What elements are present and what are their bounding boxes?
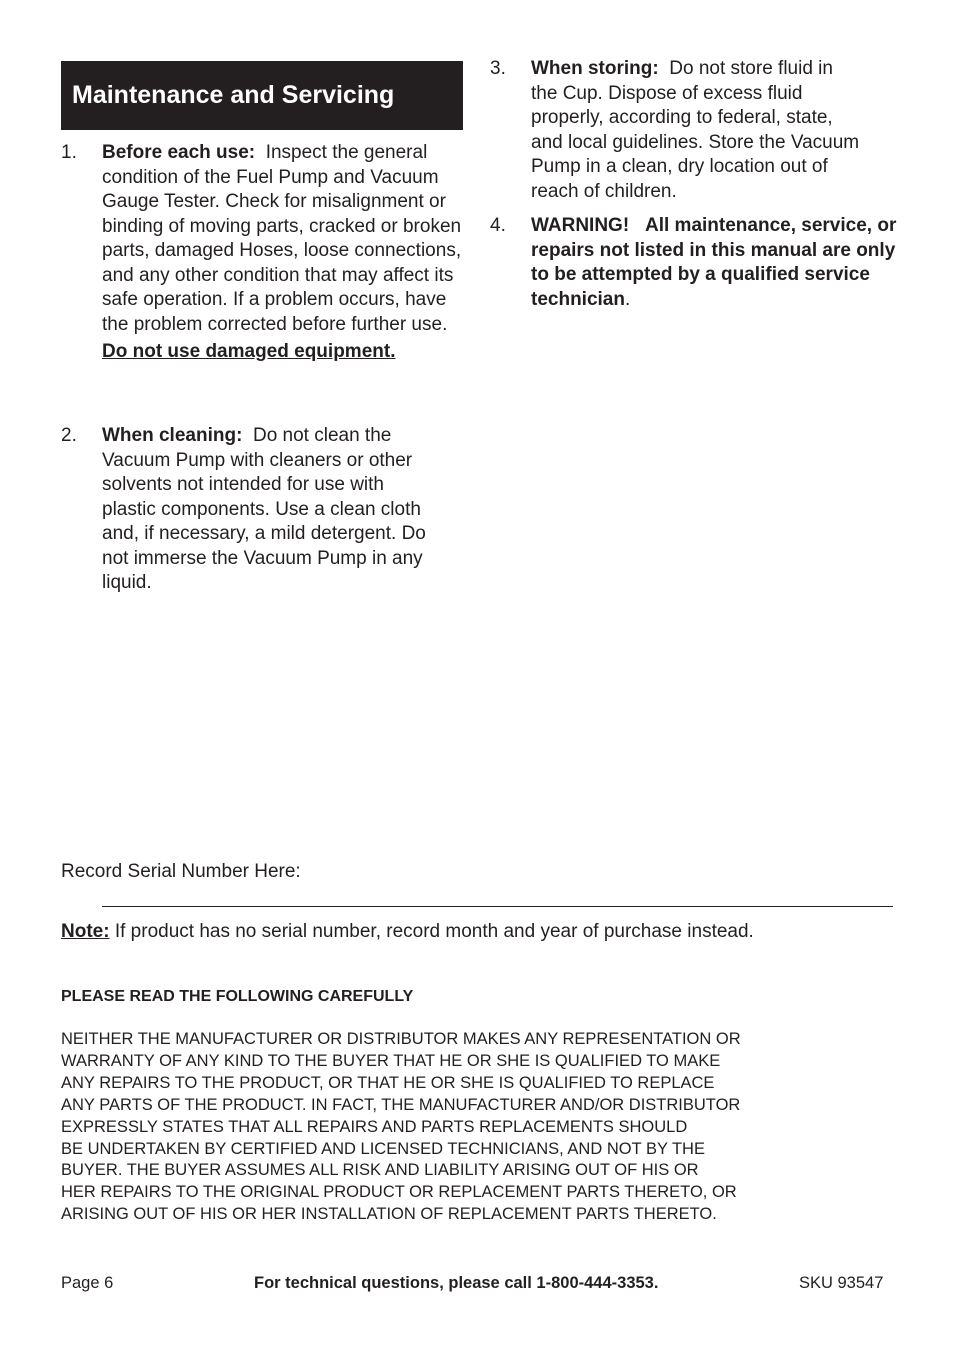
section-title: Maintenance and Servicing bbox=[72, 81, 395, 109]
item-number: 2. bbox=[61, 425, 77, 446]
section-header bbox=[61, 61, 463, 130]
item-heading: When cleaning: bbox=[102, 425, 243, 446]
note-label: Note: bbox=[61, 921, 110, 942]
note-text: If product has no serial number, record month and year of purchase instead. bbox=[114, 921, 754, 942]
technical-support-line: For technical questions, please call 1-800-444-3353. bbox=[254, 1274, 659, 1292]
item-number: 3. bbox=[490, 58, 506, 79]
item-text: All maintenance, service, or repairs not listed in this manual are only to be attempted by a qualified service technician bbox=[531, 215, 897, 310]
maintenance-item-2 bbox=[61, 424, 463, 604]
disclaimer-line: HER REPAIRS TO THE ORIGINAL PRODUCT OR REPLACEMENT PARTS THERETO, OR bbox=[61, 1183, 737, 1202]
maintenance-item-4 bbox=[490, 214, 900, 324]
item-body bbox=[102, 141, 463, 365]
disclaimer bbox=[61, 1029, 861, 1226]
item-period: . bbox=[624, 288, 631, 310]
item-number: 4. bbox=[490, 215, 506, 236]
serial-number-line bbox=[102, 906, 893, 907]
item-heading: When storing: bbox=[531, 58, 659, 79]
disclaimer-line: WARRANTY OF ANY KIND TO THE BUYER THAT HE OR SHE IS QUALIFIED TO MAKE bbox=[61, 1051, 721, 1070]
disclaimer-line: ANY REPAIRS TO THE PRODUCT, OR THAT HE OR SHE IS QUALIFIED TO REPLACE bbox=[61, 1073, 715, 1092]
item-text: Inspect the general condition of the Fuel Pump and Vacuum Gauge Tester. Check for misalignment or binding of moving parts, cracked or broken parts, damaged Hoses, loose connections, and any other condition that may affect its safe operation. If a problem occurs, have the problem corrected before further use. bbox=[102, 142, 462, 335]
serial-number-label: Record Serial Number Here: bbox=[61, 861, 301, 882]
sku-number: SKU 93547 bbox=[799, 1274, 884, 1292]
item-number: 1. bbox=[61, 142, 77, 163]
maintenance-item-3 bbox=[490, 57, 900, 207]
damaged-equipment-warning: Do not use damaged equipment. bbox=[102, 341, 396, 362]
item-text: Do not clean the Vacuum Pump with cleaners or other solvents not intended for use with plastic components. Use a clean cloth and, if necessary, a mild detergent. Do not immerse the Vacuum Pump in any liquid. bbox=[102, 425, 426, 593]
note bbox=[61, 921, 754, 943]
disclaimer-line: BE UNDERTAKEN BY CERTIFIED AND LICENSED TECHNICIANS, AND NOT BY THE bbox=[61, 1139, 705, 1158]
item-heading: Before each use: bbox=[102, 142, 256, 163]
disclaimer-line: NEITHER THE MANUFACTURER OR DISTRIBUTOR MAKES ANY REPRESENTATION OR bbox=[61, 1030, 741, 1048]
item-body bbox=[531, 57, 861, 204]
page-number: Page 6 bbox=[61, 1274, 114, 1292]
read-carefully-heading: PLEASE READ THE FOLLOWING CAREFULLY bbox=[61, 988, 414, 1005]
disclaimer-line: ARISING OUT OF HIS OR HER INSTALLATION OF REPLACEMENT PARTS THERETO. bbox=[61, 1205, 717, 1224]
disclaimer-line: BUYER. THE BUYER ASSUMES ALL RISK AND LIABILITY ARISING OUT OF HIS OR bbox=[61, 1161, 699, 1180]
item-body bbox=[531, 214, 899, 312]
disclaimer-line: EXPRESSLY STATES THAT ALL REPAIRS AND PARTS REPLACEMENTS SHOULD bbox=[61, 1117, 688, 1136]
item-text: Do not store fluid in the Cup. Dispose of excess fluid properly, according to federal, state, and local guidelines. Store the Vacuum Pump in a clean, dry location out of reach of children. bbox=[531, 58, 860, 202]
item-heading: WARNING! bbox=[531, 215, 630, 236]
disclaimer-line: ANY PARTS OF THE PRODUCT. IN FACT, THE MANUFACTURER AND/OR DISTRIBUTOR bbox=[61, 1095, 741, 1114]
item-body bbox=[102, 424, 442, 596]
maintenance-item-1 bbox=[61, 141, 463, 421]
